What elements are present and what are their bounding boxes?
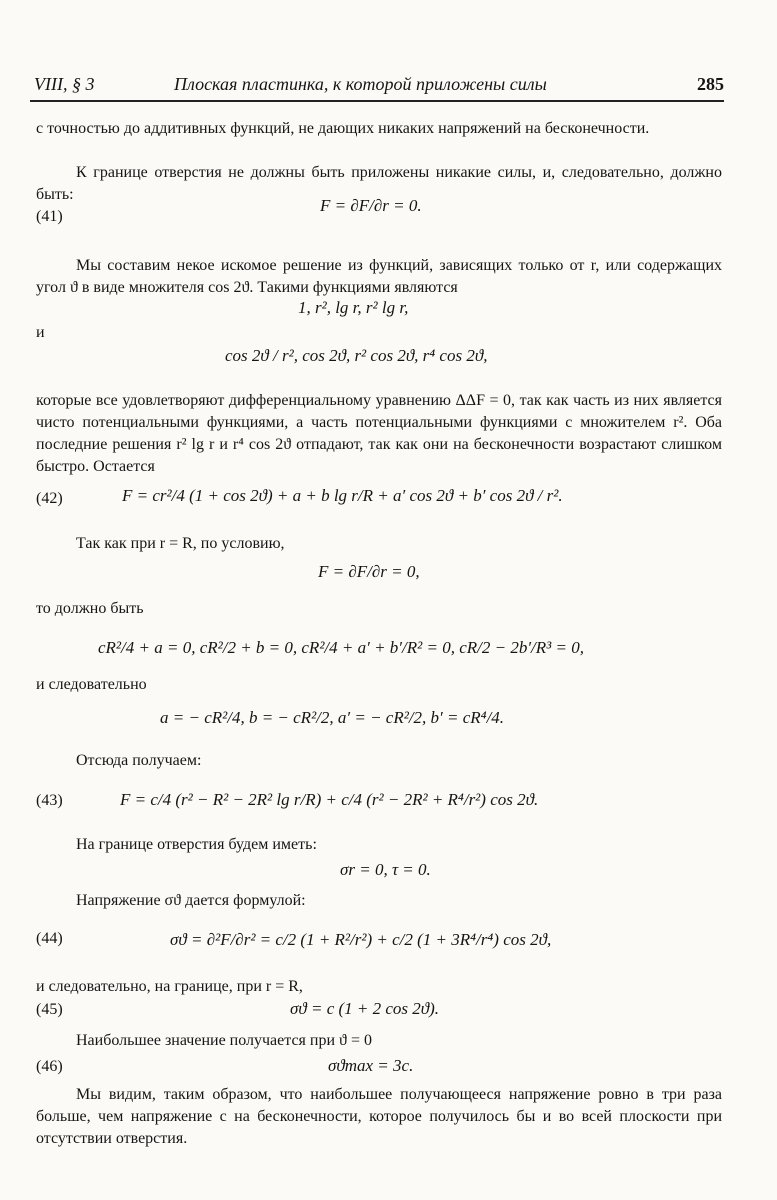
section-label: VIII, § 3 [34,74,95,94]
paragraph: то должно быть [36,600,144,617]
paragraph: Так как при r = R, по условию, [76,535,285,552]
equation-number: (41) [36,208,63,225]
paragraph: Мы видим, таким образом, что наибольшее получающееся напряжение ровно в три раза больше, чем напряжение c на бесконечности, которое получилось бы и во всей плоскости при отсутствии отверстия. [36,1086,722,1147]
paragraph: К границе отверстия не должны быть приложены никакие силы, и, следовательно, должно быть: [36,164,722,203]
formula-41: F = ∂F/∂r = 0. [320,196,422,215]
formula-42: F = cr²/4 (1 + cos 2ϑ) + a + b lg r/R + a′ cos 2ϑ + b′ cos 2ϑ / r². [122,486,563,505]
paragraph: и [36,324,45,341]
paragraph: которые все удовлетворяют дифференциальному уравнению ΔΔF = 0, так как часть из них является чисто потенциальными функциями, а часть потенциальными функциями с множителем r². Оба последние решения r² lg r и r⁴ cos 2ϑ отпадают, так как они на бесконечности возрастают слишком быстро. Остается [36,392,722,475]
paragraph: с точностью до аддитивных функций, не дающих никаких напряжений на бесконечности. [36,120,650,137]
formula-43: F = c/4 (r² − R² − 2R² lg r/R) + c/4 (r² − 2R² + R⁴/r²) cos 2ϑ. [120,790,539,809]
header-title: Плоская пластинка, к которой приложены силы [174,74,547,94]
paragraph: и следовательно, на границе, при r = R, [36,978,303,995]
equation-number: (46) [36,1058,63,1075]
equation-number: (43) [36,792,63,809]
paragraph: и следовательно [36,676,147,693]
formula-46: σϑmax = 3c. [328,1056,414,1075]
equation-number: (45) [36,1001,63,1018]
conditions: cR²/4 + a = 0, cR²/2 + b = 0, cR²/4 + a′ + b′/R² = 0, cR/2 − 2b′/R³ = 0, [98,638,584,657]
running-header [34,74,724,100]
paragraph: Мы составим некое искомое решение из функций, зависящих только от r, или содержащих угол ϑ в виде множителя cos 2ϑ. Такими функциями являются [36,257,722,296]
equation-number: (44) [36,930,63,947]
equation-number: (42) [36,490,63,507]
paragraph: Напряжение σϑ дается формулой: [76,892,306,909]
boundary-condition: F = ∂F/∂r = 0, [318,562,420,581]
header-rule [30,100,724,102]
formula-44: σϑ = ∂²F/∂r² = c/2 (1 + R²/r²) + c/2 (1 + 3R⁴/r⁴) cos 2ϑ, [170,930,552,949]
paragraph: На границе отверстия будем иметь: [76,836,317,853]
paragraph: Наибольшее значение получается при ϑ = 0 [76,1032,372,1049]
function-list-2: cos 2ϑ / r², cos 2ϑ, r² cos 2ϑ, r⁴ cos 2ϑ, [225,346,488,365]
paragraph: Отсюда получаем: [76,752,202,769]
constants: a = − cR²/4, b = − cR²/2, a′ = − cR²/2, b′ = cR⁴/4. [160,708,505,727]
function-list-1: 1, r², lg r, r² lg r, [298,298,409,317]
page-number: 285 [697,74,724,94]
formula-45: σϑ = c (1 + 2 cos 2ϑ). [290,999,440,1018]
boundary-stress: σr = 0, τ = 0. [340,860,431,879]
